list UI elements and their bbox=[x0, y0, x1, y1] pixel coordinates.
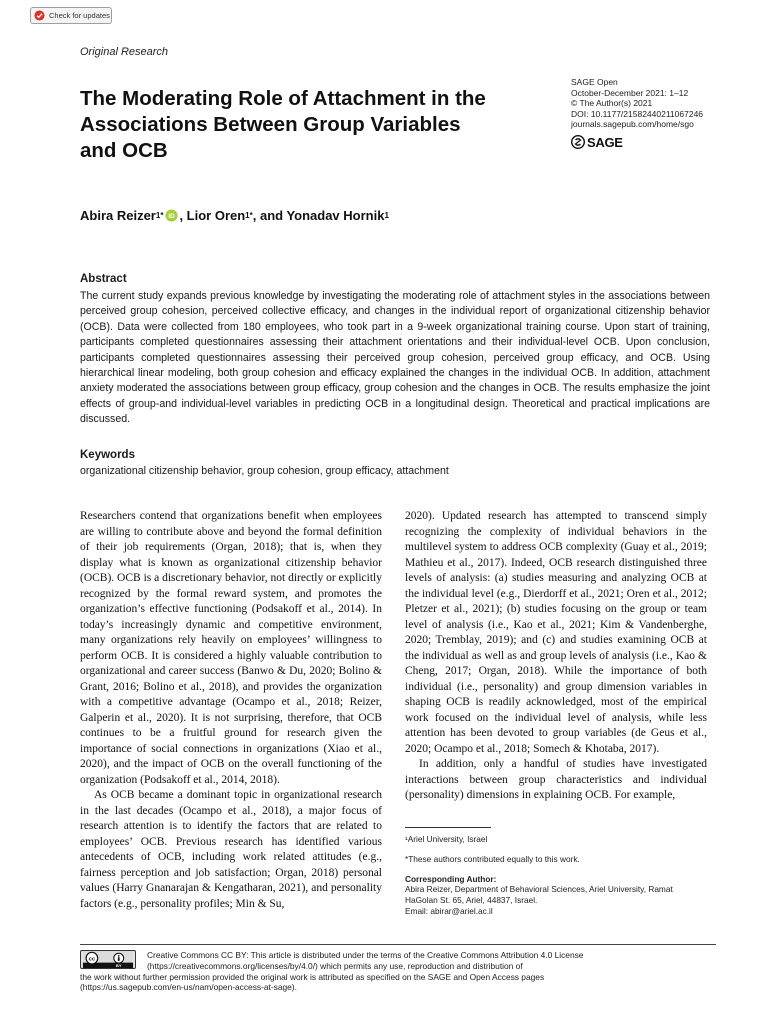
doi[interactable]: DOI: 10.1177/21582440211067246 bbox=[571, 108, 704, 119]
check-for-updates-badge[interactable] bbox=[30, 7, 112, 24]
license-text bbox=[80, 950, 720, 993]
footnote-affiliation: ¹Ariel University, Israel bbox=[405, 834, 488, 844]
check-for-updates-label: Check for updates bbox=[49, 11, 110, 20]
abstract-text: The current study expands previous knowledge by investigating the moderating role of attachment styles in the associations between perceived group cohesion, perceived collective efficacy, and changes in the individual report of organizational citizenship behavior (OCB). Data were collected from 180 employees, who took part in a 9-week organizational training course. Upon start of training, participants completed questionnaires assessing their attachment orientations and their individual-level OCB. Upon conclusion, participants completed questionnaires assessing their perceived group cohesion, perceived group efficacy, and OCB. Using hierarchical linear modeling, both group cohesion and efficacy explained the changes in the individual OCB. In addition, attachment anxiety moderated the associations between group efficacy, group cohesion and the changes in OCB. The results emphasize the joint effects of group-and individual-level variables in predicting OCB in a longitudinal design. Theoretical and practical implications are discussed. bbox=[80, 290, 710, 426]
journal-meta bbox=[571, 77, 741, 130]
journal-url[interactable]: journals.sagepub.com/home/sgo bbox=[571, 119, 694, 130]
body-column-left bbox=[80, 509, 382, 912]
corresponding-author-block bbox=[405, 874, 715, 917]
crossmark-icon bbox=[34, 10, 45, 21]
sage-logo-icon bbox=[571, 135, 585, 149]
license-line[interactable]: (https://creativecommons.org/licenses/by/4.0/) which permits any use, reproduction and distribution of bbox=[147, 960, 523, 971]
body-paragraph: 2020). Updated research has attempted to transcend simply recognizing the complexity of individual behaviors in the multilevel system to address OCB complexity (Guay et al., 2019; Mathieu et al., 2017). Indeed, OCB research distinguished three levels of analysis: (a) studies measuring and analyzing OCB at the individual level (e.g., Dierdorff et al., 2021; Oren et al., 2012; Pletzer et al., 2021); (b) studies focusing on the group or team level of analysis (i.e., Kao et al., 2021; Kim & Vandenberghe, 2020; Tremblay, 2019); and (c) and studies examining OCB at the individual as well as and group levels of analysis (i.e., Kao & Cheng, 2017; Organ, 2018). While the importance of both individual (i.e., personality) and group dimension variables in shaping OCB is readily acknowledged, most of the empirical work focused on the individual level of analysis, while less attention has been devoted to group variables (de Geus et al., 2020; Ocampo et al., 2018; Somech & Khotaba, 2017). bbox=[405, 510, 707, 755]
footnote-equal-contribution: *These authors contributed equally to this work. bbox=[405, 853, 580, 864]
svg-text:BY: BY bbox=[115, 963, 122, 969]
footnotes bbox=[405, 834, 715, 917]
body-paragraph: As OCB became a dominant topic in organizational research in the last decades (Ocampo et al., 2018), a major focus of research attention is to identify the factors that are related to employees’ OCB. Previous research has identified various antecedents of OCB, including work related attitudes (e.g., fairness perception and job satisfaction; Organ, 2018) personal values (Harry Gnanarajan & Kengatharan, 2021), and personality factors (e.g., personality profiles; Min & Su, bbox=[80, 789, 382, 910]
orcid-icon[interactable] bbox=[165, 209, 178, 222]
keywords-heading: Keywords bbox=[80, 449, 135, 461]
author-hornik[interactable]: , and Yonadav Hornik bbox=[252, 208, 385, 223]
sage-logo-text: SAGE bbox=[587, 134, 623, 150]
corresponding-author-address-2: HaGolan St. 65, Ariel, 44837, Israel. bbox=[405, 895, 538, 906]
body-paragraph: In addition, only a handful of studies have investigated interactions between group characteristics and individual (personality) dimensions in explaining OCB. For example, bbox=[405, 758, 707, 801]
corresponding-author-address: Abira Reizer, Department of Behavioral Sciences, Ariel University, Ramat bbox=[405, 884, 673, 895]
journal-issue: October-December 2021: 1–12 bbox=[571, 87, 689, 98]
author-oren-affil: 1* bbox=[245, 211, 253, 220]
abstract-heading: Abstract bbox=[80, 273, 127, 285]
author-oren[interactable]: , Lior Oren bbox=[179, 208, 246, 223]
author-hornik-affil: 1 bbox=[384, 211, 389, 220]
license-line: the work without further permission provided the original work is attributed as specified on the SAGE and Open Access pages bbox=[80, 971, 545, 982]
author-reizer[interactable]: Abira Reizer bbox=[80, 208, 156, 223]
footnote-divider bbox=[405, 827, 491, 828]
keywords-text: organizational citizenship behavior, group cohesion, group efficacy, attachment bbox=[80, 465, 449, 477]
corresponding-author-email[interactable]: Email: abirar@ariel.ac.il bbox=[405, 905, 493, 916]
license-line[interactable]: (https://us.sagepub.com/en-us/nam/open-access-at-sage). bbox=[80, 982, 297, 993]
body-paragraph: Researchers contend that organizations benefit when employees are willing to contribute above and beyond the formal definition of their job requirements (Organ, 2018); that is, when they display what is known as organizational citizenship behavior (OCB). OCB is a discretionary behavior, not directly or explicitly recognized by the formal reward system, and promotes the organization’s effective functioning (Podsakoff et al., 2014). In today’s increasingly dynamic and competitive environment, many organizations rely heavily on employees’ willingness to perform OCB. It is considered a highly valuable contribution to organizational and career success (Banwo & Du, 2020; Bolino & Grant, 2016; Bolino et al., 2018), and provides the organization with a competitive advantage (Ocampo et al., 2018; Reizer, Galperin et al., 2020). It is not surprising, therefore, that OCB continues to be a fruitful ground for research given the importance of social connections in organizations (Xiao et al., 2020), and the impact of OCB on the overall functioning of the organization (Podsakoff et al., 2014, 2018). bbox=[80, 510, 382, 786]
article-type: Original Research bbox=[80, 46, 169, 58]
svg-text:iD: iD bbox=[168, 212, 176, 220]
author-reizer-affil: 1* bbox=[155, 211, 164, 220]
article-title: The Moderating Role of Attachment in the Associations Between Group Variables and OCB bbox=[80, 87, 486, 162]
license-line: Creative Commons CC BY: This article is distributed under the terms of the Creative Commons Attribution 4.0 License bbox=[147, 950, 584, 960]
body-column-right bbox=[405, 509, 707, 804]
author-list bbox=[80, 208, 389, 223]
license-divider bbox=[80, 944, 716, 945]
sage-logo bbox=[571, 134, 623, 150]
journal-name: SAGE Open bbox=[571, 77, 618, 87]
svg-text:cc: cc bbox=[88, 956, 96, 963]
corresponding-author-heading: Corresponding Author: bbox=[405, 873, 497, 884]
copyright: © The Author(s) 2021 bbox=[571, 98, 653, 109]
